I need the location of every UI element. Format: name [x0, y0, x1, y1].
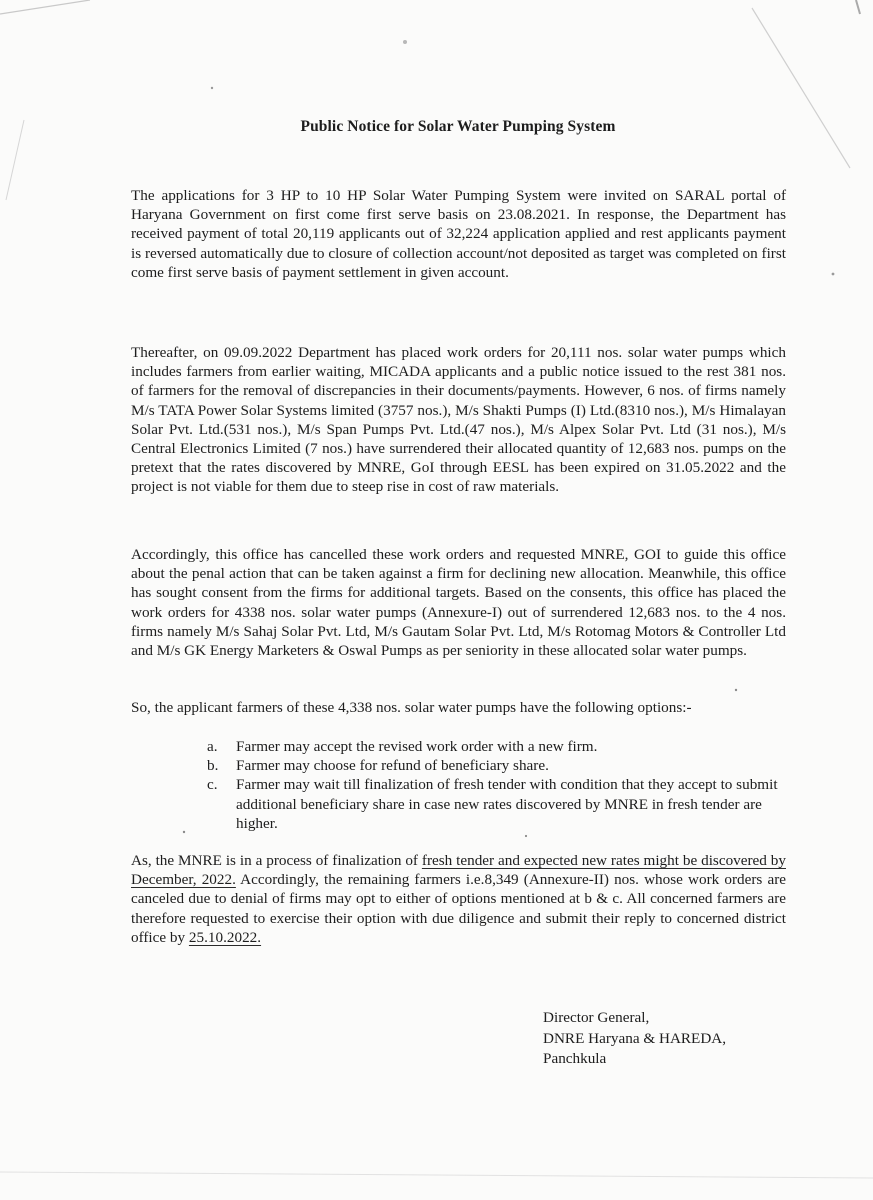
deadline-date: 25.10.2022.	[188, 928, 262, 946]
signatory-location: Panchkula	[543, 1050, 607, 1067]
signature-block	[543, 1008, 726, 1070]
paragraph-options-intro: So, the applicant farmers of these 4,338 nos. solar water pumps have the following options:-	[131, 699, 692, 716]
signatory-designation: Director General,	[543, 1009, 650, 1026]
fresh-tender-text-start: As, the MNRE is in a process of finalization of	[131, 852, 422, 869]
notice-title: Public Notice for Solar Water Pumping System	[300, 118, 616, 135]
option-text: Farmer may wait till finalization of fresh tender with condition that they accept to submit additional beneficiary share in case new rates discovered by MNRE in fresh tender are higher.	[236, 776, 778, 832]
option-text: Farmer may choose for refund of beneficiary share.	[236, 757, 549, 775]
option-letter: b.	[207, 757, 219, 775]
option-item-c	[207, 775, 789, 833]
fresh-tender-underlined: fresh tender and expected new rates might be discovered by December, 2022.	[131, 852, 786, 889]
signatory-department: DNRE Haryana & HAREDA,	[543, 1029, 727, 1047]
fresh-tender-text-middle: Accordingly, the remaining farmers i.e.8,349 (Annexure-II) nos. whose work orders are canceled due to denial of firms may opt to either of options mentioned at b & c. All concerned farmers are therefore requested to exercise their option with due diligence and submit their reply to concerned district office by	[131, 871, 786, 946]
option-letter: c.	[207, 776, 218, 794]
paragraph-cancellation: Accordingly, this office has cancelled these work orders and requested MNRE, GOI to guide this office about the penal action that can be taken against a firm for declining new allocation. Meanwhile, this office has sought consent from the firms for additional targets. Based on the consents, this office has placed the work orders for 4338 nos. solar water pumps (Annexure-I) out of surrendered 12,683 nos. to the 4 nos. firms namely M/s Sahaj Solar Pvt. Ltd, M/s Gautam Solar Pvt. Ltd, M/s Rotomag Motors & Controller Ltd and M/s GK Energy Marketers & Oswal Pumps as per seniority in these allocated solar water pumps.	[131, 546, 786, 660]
option-item-a	[207, 737, 789, 756]
option-text: Farmer may accept the revised work order with a new firm.	[236, 738, 598, 755]
paragraph-work-orders: Thereafter, on 09.09.2022 Department has placed work orders for 20,111 nos. solar water pumps which includes farmers from earlier waiting, MICADA applicants and a public notice issued to the rest 381 nos. of farmers for the removal of discrepancies in their documents/payments. However, 6 nos. of firms namely M/s TATA Power Solar Systems limited (3757 nos.), M/s Shakti Pumps (I) Ltd.(8310 nos.), M/s Himalayan Solar Pvt. Ltd.(531 nos.), M/s Span Pumps Pvt. Ltd.(47 nos.), M/s Alpex Solar Pvt. Ltd (31 nos.), M/s Central Electronics Limited (7 nos.) have surrendered their allocated quantity of 12,683 nos. pumps on the pretext that the rates discovered by MNRE, GoI through EESL has been expired on 31.05.2022 and the project is not viable for them due to steep rise in cost of raw materials.	[131, 344, 786, 496]
option-letter: a.	[207, 738, 218, 755]
paragraph-applications: The applications for 3 HP to 10 HP Solar Water Pumping System were invited on SARAL portal of Haryana Government on first come first serve basis on 23.08.2021. In response, the Department has received payment of total 20,119 applicants out of 32,224 application applied and rest applicants payment is reversed automatically due to closure of collection account/not deposited as target was completed on first come first serve basis of payment settlement in given account.	[131, 187, 786, 281]
options-list	[207, 737, 789, 833]
paragraph-fresh-tender	[131, 851, 786, 947]
option-item-b	[207, 756, 789, 775]
